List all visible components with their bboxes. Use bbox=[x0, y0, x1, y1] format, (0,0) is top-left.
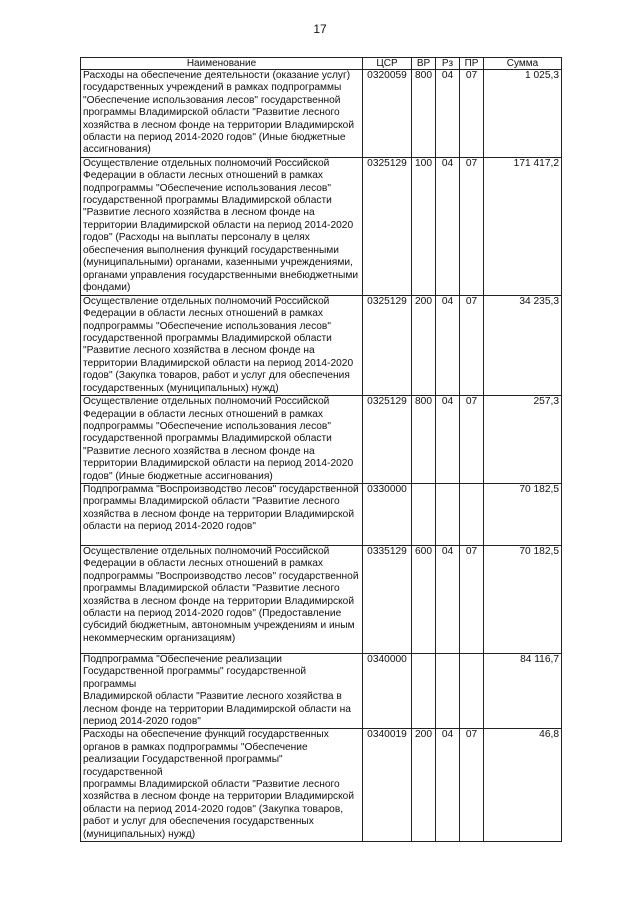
row-vr: 200 bbox=[412, 729, 436, 842]
row-pr: 07 bbox=[460, 157, 484, 295]
header-rz: Рз bbox=[436, 58, 460, 70]
row-csr: 0335129 bbox=[363, 545, 412, 653]
row-sum: 46,8 bbox=[484, 729, 562, 842]
row-name: Осуществление отдельных полномочий Российской Федерации в области лесных отношений в рамках подпрограммы "Обеспечение использования лесов" государственной программы Владимирской области "Развитие лесного хозяйства в лесном фонде на территории Владимирской области на период 2014-2020 годов" (Иные бюджетные ассигнования) bbox=[81, 396, 363, 484]
row-pr bbox=[460, 653, 484, 728]
row-csr: 0325129 bbox=[363, 295, 412, 395]
row-csr: 0320059 bbox=[363, 70, 412, 158]
row-pr: 07 bbox=[460, 70, 484, 158]
row-rz: 04 bbox=[436, 396, 460, 484]
table-row bbox=[81, 653, 562, 728]
header-sum: Сумма bbox=[484, 58, 562, 70]
row-vr bbox=[412, 483, 436, 545]
row-csr: 0340000 bbox=[363, 653, 412, 728]
page-number: 17 bbox=[313, 22, 327, 36]
row-csr: 0340019 bbox=[363, 729, 412, 842]
budget-table bbox=[80, 57, 562, 842]
row-vr: 200 bbox=[412, 295, 436, 395]
table-header-row bbox=[81, 58, 562, 70]
row-vr: 800 bbox=[412, 70, 436, 158]
row-vr: 100 bbox=[412, 157, 436, 295]
row-rz: 04 bbox=[436, 70, 460, 158]
table-row bbox=[81, 396, 562, 484]
row-vr: 800 bbox=[412, 396, 436, 484]
row-csr: 0325129 bbox=[363, 157, 412, 295]
row-pr: 07 bbox=[460, 545, 484, 653]
table-row bbox=[81, 70, 562, 158]
row-sum: 257,3 bbox=[484, 396, 562, 484]
row-vr: 600 bbox=[412, 545, 436, 653]
row-sum: 34 235,3 bbox=[484, 295, 562, 395]
row-pr: 07 bbox=[460, 396, 484, 484]
row-pr bbox=[460, 483, 484, 545]
header-vr: ВР bbox=[412, 58, 436, 70]
header-csr: ЦСР bbox=[363, 58, 412, 70]
row-rz: 04 bbox=[436, 157, 460, 295]
row-pr: 07 bbox=[460, 295, 484, 395]
row-name: Расходы на обеспечение функций государственных органов в рамках подпрограммы "Обеспечение реализации Государственной программы" государственной программы Владимирской области "Развитие лесного хозяйства в лесном фонде на территории Владимирской области на период 2014-2020 годов" (Закупка товаров, работ и услуг для обеспечения государственных (муниципальных) нужд) bbox=[81, 729, 363, 842]
row-rz bbox=[436, 483, 460, 545]
row-sum: 1 025,3 bbox=[484, 70, 562, 158]
table-row bbox=[81, 295, 562, 395]
row-sum: 84 116,7 bbox=[484, 653, 562, 728]
table-row bbox=[81, 483, 562, 545]
row-pr: 07 bbox=[460, 729, 484, 842]
table-row bbox=[81, 729, 562, 842]
row-csr: 0330000 bbox=[363, 483, 412, 545]
row-vr bbox=[412, 653, 436, 728]
header-pr: ПР bbox=[460, 58, 484, 70]
row-sum: 70 182,5 bbox=[484, 483, 562, 545]
row-sum: 171 417,2 bbox=[484, 157, 562, 295]
table-row bbox=[81, 157, 562, 295]
row-name: Расходы на обеспечение деятельности (оказание услуг) государственных учреждений в рамках подпрограммы "Обеспечение использования лесов" государственной программы Владимирской области "Развитие лесного хозяйства в лесном фонде на территории Владимирской области на период 2014-2020 годов" (Иные бюджетные ассигнования) bbox=[81, 70, 363, 158]
row-csr: 0325129 bbox=[363, 396, 412, 484]
row-rz: 04 bbox=[436, 729, 460, 842]
row-rz: 04 bbox=[436, 295, 460, 395]
table-row bbox=[81, 545, 562, 653]
row-name: Подпрограмма "Обеспечение реализации Государственной программы" государственной программы Владимирской области "Развитие лесного хозяйства в лесном фонде на территории Владимирской области на период 2014-2020 годов" bbox=[81, 653, 363, 728]
row-name: Осуществление отдельных полномочий Российской Федерации в области лесных отношений в рамках подпрограммы "Воспроизводство лесов" государственной программы Владимирской области "Развитие лесного хозяйства в лесном фонде на территории Владимирской области на период 2014-2020 годов" (Предоставление субсидий бюджетным, автономным учреждениям и иным некоммерческим организациям) bbox=[81, 545, 363, 653]
row-name: Осуществление отдельных полномочий Российской Федерации в области лесных отношений в рамках подпрограммы "Обеспечение использования лесов" государственной программы Владимирской области "Развитие лесного хозяйства в лесном фонде на территории Владимирской области на период 2014-2020 годов" (Закупка товаров, работ и услуг для обеспечения государственных (муниципальных) нужд) bbox=[81, 295, 363, 395]
row-rz bbox=[436, 653, 460, 728]
row-name: Осуществление отдельных полномочий Российской Федерации в области лесных отношений в рамках подпрограммы "Обеспечение использования лесов" государственной программы Владимирской области "Развитие лесного хозяйства в лесном фонде на территории Владимирской области на период 2014-2020 годов" (Расходы на выплаты персоналу в целях обеспечения выполнения функций государственными (муниципальными) органами, казенными учреждениями, органами управления государственными внебюджетными фондами) bbox=[81, 157, 363, 295]
row-sum: 70 182,5 bbox=[484, 545, 562, 653]
row-name: Подпрограмма "Воспроизводство лесов" государственной программы Владимирской области "Развитие лесного хозяйства в лесном фонде на территории Владимирской области на период 2014-2020 годов" bbox=[81, 483, 363, 545]
row-rz: 04 bbox=[436, 545, 460, 653]
header-name: Наименование bbox=[81, 58, 363, 70]
